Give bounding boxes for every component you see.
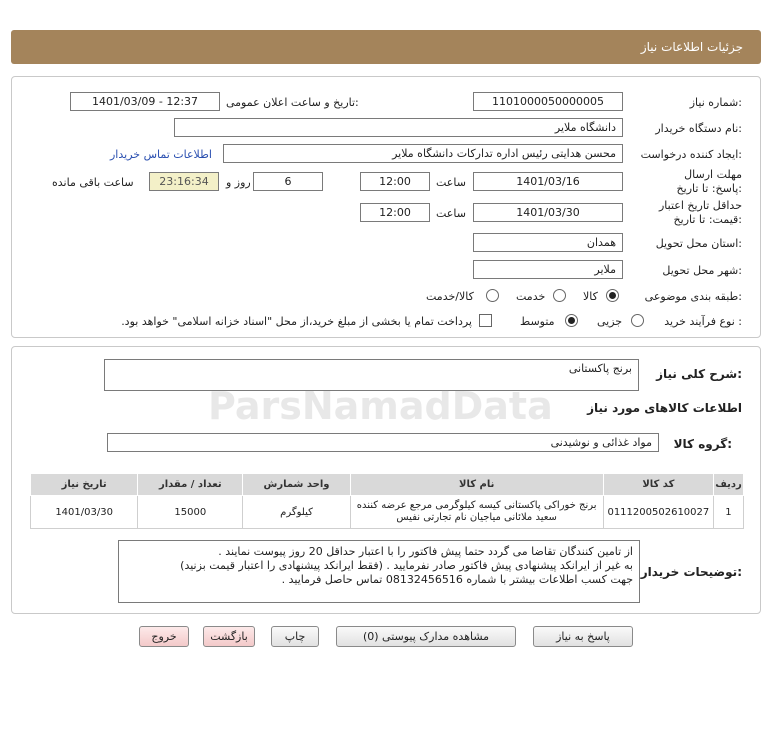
creator-field: محسن هدایتی رئیس اداره تدارکات دانشگاه ملایر: [223, 144, 623, 163]
goods-table: [30, 473, 744, 529]
announce-label: تاریخ و ساعت اعلان عمومی:: [226, 96, 359, 109]
process-label: نوع فرآیند خرید :: [664, 315, 742, 328]
col-unit: واحد شمارش: [243, 474, 350, 496]
need-info-panel: [11, 76, 761, 338]
cell-unit: کیلوگرم: [243, 496, 350, 529]
deadline-label: مهلت ارسال پاسخ: تا تاریخ:: [676, 168, 742, 195]
print-button[interactable]: چاپ: [271, 626, 319, 647]
time-remaining-label: ساعت باقی مانده: [52, 176, 134, 189]
category-option-goods: کالا: [583, 290, 598, 303]
cell-date: 1401/03/30: [31, 496, 138, 529]
page-title: جزئیات اطلاعات نیاز: [640, 40, 743, 54]
back-button[interactable]: بازگشت: [203, 626, 255, 647]
buyer-note-line: از تامین کنندگان تقاضا می گردد حتما پیش فاکتور را با اعتبار حداقل 20 روز پیوست نمایند .: [218, 545, 633, 558]
buyer-contact-link[interactable]: اطلاعات تماس خریدار: [110, 148, 212, 161]
treasury-payment-note: پرداخت تمام یا بخشی از مبلغ خرید،از محل "اسناد خزانه اسلامی" خواهد بود.: [121, 315, 472, 328]
category-radio-goods[interactable]: [606, 289, 619, 302]
category-option-goods-service: کالا/خدمت: [426, 290, 474, 303]
process-option-medium: متوسط: [520, 315, 555, 328]
cell-row: 1: [713, 496, 743, 529]
province-field: همدان: [473, 233, 623, 252]
days-label: روز و: [226, 176, 251, 189]
buyer-org-field: دانشگاه ملایر: [174, 118, 623, 137]
deadline-time-field: 12:00: [360, 172, 430, 191]
col-date: تاریخ نیاز: [31, 474, 138, 496]
col-name: نام کالا: [350, 474, 603, 496]
goods-table-header: [31, 474, 744, 496]
province-label: استان محل تحویل:: [655, 237, 742, 250]
city-field: ملایر: [473, 260, 623, 279]
buyer-notes-field: [118, 540, 640, 603]
validity-time-label: ساعت: [436, 207, 466, 220]
cell-name: برنج خوراکی پاکستانی کیسه کیلوگرمی مرجع عرضه کننده سعید ملائانی میاجیان نام تجارتی نفیس: [350, 496, 603, 529]
col-row: ردیف: [713, 474, 743, 496]
need-number-field: 1101000050000005: [473, 92, 623, 111]
cell-code: 0111200502610027: [603, 496, 713, 529]
cell-qty: 15000: [138, 496, 243, 529]
announce-datetime-field: 1401/03/09 - 12:37: [70, 92, 220, 111]
treasury-payment-checkbox[interactable]: [479, 314, 492, 327]
reply-button[interactable]: پاسخ به نیاز: [533, 626, 633, 647]
category-label: طبقه بندی موضوعی:: [644, 290, 742, 303]
goods-group-field: مواد غذائی و نوشیدنی: [107, 433, 659, 452]
summary-field: برنج پاکستانی: [104, 359, 639, 391]
days-remaining-field: 6: [253, 172, 323, 191]
buyer-org-label: نام دستگاه خریدار:: [655, 122, 742, 135]
col-qty: تعداد / مقدار: [138, 474, 243, 496]
city-label: شهر محل تحویل:: [662, 264, 742, 277]
category-radio-service[interactable]: [553, 289, 566, 302]
watermark-logo: ParsNamadData: [208, 384, 553, 428]
category-option-service: خدمت: [516, 290, 546, 303]
attachments-button[interactable]: مشاهده مدارک پیوستی (0): [336, 626, 516, 647]
deadline-date-field: 1401/03/16: [473, 172, 623, 191]
creator-label: ایجاد کننده درخواست:: [640, 148, 742, 161]
need-number-label: شماره نیاز:: [689, 96, 742, 109]
validity-label: حداقل تاریخ اعتبار قیمت: تا تاریخ:: [658, 199, 742, 226]
time-remaining-field: 23:16:34: [149, 172, 219, 191]
process-option-minor: جزیی: [597, 315, 623, 328]
validity-time-field: 12:00: [360, 203, 430, 222]
buyer-note-line: به غیر از ایرانکد پیشنهادی پیش فاکتور صادر نفرمایید . (فقط ایرانکد پیشنهادی را اعتبار قیمت بزنید): [180, 559, 633, 572]
table-row: [31, 496, 744, 529]
exit-button[interactable]: خروج: [139, 626, 189, 647]
buyer-note-line: جهت کسب اطلاعات بیشتر با شماره 08132456516 تماس حاصل فرمایید .: [281, 573, 633, 586]
page-header: [11, 30, 761, 64]
goods-info-title: اطلاعات کالاهای مورد نیاز: [587, 401, 742, 415]
summary-label: شرح کلی نیاز:: [656, 367, 742, 381]
deadline-time-label: ساعت: [436, 176, 466, 189]
process-radio-minor[interactable]: [631, 314, 644, 327]
process-radio-medium[interactable]: [565, 314, 578, 327]
goods-group-label: گروه کالا:: [673, 437, 732, 451]
validity-date-field: 1401/03/30: [473, 203, 623, 222]
col-code: کد کالا: [603, 474, 713, 496]
category-radio-goods-service[interactable]: [486, 289, 499, 302]
buyer-notes-label: توضیحات خریدار:: [640, 565, 742, 579]
